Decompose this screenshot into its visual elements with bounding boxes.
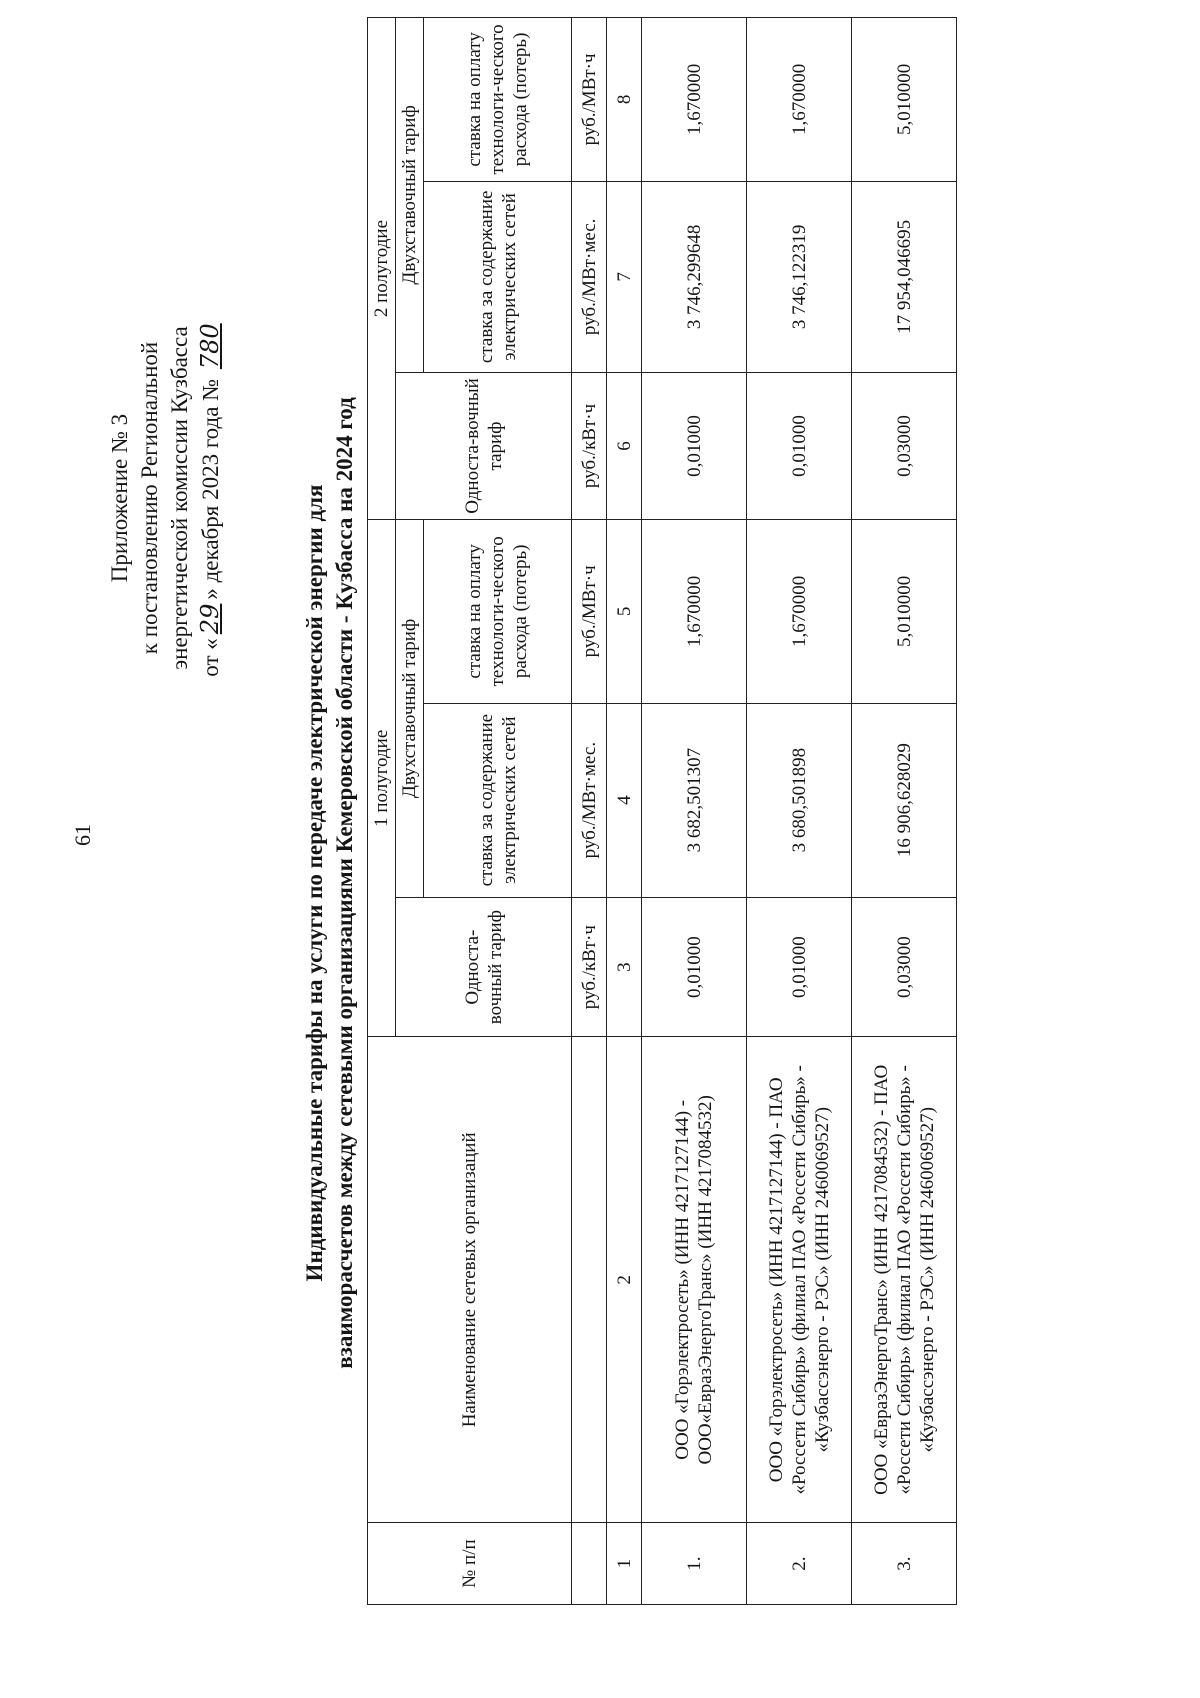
row-number: 2. <box>747 1523 852 1605</box>
document-title <box>300 238 360 1528</box>
date-middle: » декабря 2023 года № <box>198 378 223 600</box>
h1-maintenance-value: 3 680,501898 <box>747 703 852 897</box>
column-number: 8 <box>607 18 642 182</box>
header-h2-two-rate: Двухставочный тариф <box>396 18 424 373</box>
h1-losses-value: 1,670000 <box>747 520 852 703</box>
header-h1-two-rate: Двухставочный тариф <box>396 520 424 898</box>
table-row <box>852 18 957 1605</box>
h2-losses-value: 1,670000 <box>747 18 852 182</box>
unit-cell: руб./кВт·ч <box>572 897 607 1037</box>
h1-maintenance-value: 3 682,501307 <box>642 703 747 897</box>
header-h1-maintenance-rate: ставка за содержание электрических сетей <box>424 703 572 897</box>
unit-cell: руб./МВт·ч <box>572 520 607 703</box>
handwritten-number: 780 <box>196 323 224 370</box>
h1-maintenance-value: 16 906,628029 <box>852 703 957 897</box>
organization-name: ООО «Горэлектросеть» (ИНН 4217127144) - ПАО «Россети Сибирь» (филиал ПАО «Россети Сибирь» - «Кузбассэнерго - РЭС» (ИНН 2460069527) <box>747 1037 852 1523</box>
h1-losses-value: 5,010000 <box>852 520 957 703</box>
appendix-number: Приложение № 3 <box>107 413 132 583</box>
tariff-table <box>367 17 957 1605</box>
title-line-2: взаиморасчетов между сетевыми организациями Кемеровской области - Кузбасса на 2024 год <box>332 397 357 1369</box>
page-number: 61 <box>70 824 95 846</box>
h2-maintenance-value: 3 746,299648 <box>642 181 747 372</box>
h1-single-rate-value: 0,01000 <box>747 897 852 1037</box>
column-numbers-row <box>607 18 642 1605</box>
table-row <box>642 18 747 1605</box>
unit-cell: руб./МВт·мес. <box>572 181 607 372</box>
unit-cell: руб./МВт·мес. <box>572 703 607 897</box>
header-organization-name: Наименование сетевых организаций <box>368 1037 572 1523</box>
h2-single-rate-value: 0,01000 <box>642 372 747 519</box>
header-h1-single-rate: Односта-вочный тариф <box>396 897 572 1037</box>
h2-single-rate-value: 0,03000 <box>852 372 957 519</box>
header-h2-losses-rate: ставка на оплату технологи-ческого расхода (потерь) <box>424 18 572 182</box>
unit-cell: руб./МВт·ч <box>572 18 607 182</box>
h1-single-rate-value: 0,01000 <box>642 897 747 1037</box>
organization-name: ООО «Горэлектросеть» (ИНН 4217127144) - ООО«ЕвразЭнергоТранс» (ИНН 4217084532) <box>642 1037 747 1523</box>
column-number: 4 <box>607 703 642 897</box>
unit-cell: руб./кВт·ч <box>572 372 607 519</box>
handwritten-day: 29 <box>196 603 224 635</box>
appendix-resolution-line: к постановлению Региональной <box>137 341 162 655</box>
organization-name: ООО «ЕвразЭнергоТранс» (ИНН 4217084532) - ПАО «Россети Сибирь» (филиал ПАО «Россети Сибирь» - «Кузбассэнерго - РЭС» (ИНН 2460069527) <box>852 1037 957 1523</box>
h2-losses-value: 1,670000 <box>642 18 747 182</box>
title-line-1: Индивидуальные тарифы на услуги по передаче электрической энергии для <box>302 484 327 1282</box>
h2-losses-value: 5,010000 <box>852 18 957 182</box>
column-number: 2 <box>607 1037 642 1523</box>
column-number: 5 <box>607 520 642 703</box>
h1-single-rate-value: 0,03000 <box>852 897 957 1037</box>
column-number: 6 <box>607 372 642 519</box>
h1-losses-value: 1,670000 <box>642 520 747 703</box>
row-number: 3. <box>852 1523 957 1605</box>
date-prefix: от « <box>198 638 223 677</box>
appendix-header <box>105 288 226 708</box>
table-row <box>747 18 852 1605</box>
appendix-commission-line: энергетической комиссии Кузбасса <box>167 326 192 670</box>
column-number: 1 <box>607 1523 642 1605</box>
header-half-1: 1 полугодие <box>368 520 396 1037</box>
h2-maintenance-value: 17 954,046695 <box>852 181 957 372</box>
h2-maintenance-value: 3 746,122319 <box>747 181 852 372</box>
header-number: № п/п <box>368 1523 572 1605</box>
header-h1-losses-rate: ставка на оплату технологи-ческого расхода (потерь) <box>424 520 572 703</box>
header-h2-single-rate: Односта-вочный тариф <box>396 372 572 519</box>
header-h2-maintenance-rate: ставка за содержание электрических сетей <box>424 181 572 372</box>
units-row <box>572 18 607 1605</box>
column-number: 3 <box>607 897 642 1037</box>
appendix-date-line <box>195 288 226 708</box>
header-half-2: 2 полугодие <box>368 18 396 520</box>
row-number: 1. <box>642 1523 747 1605</box>
column-number: 7 <box>607 181 642 372</box>
h2-single-rate-value: 0,01000 <box>747 372 852 519</box>
